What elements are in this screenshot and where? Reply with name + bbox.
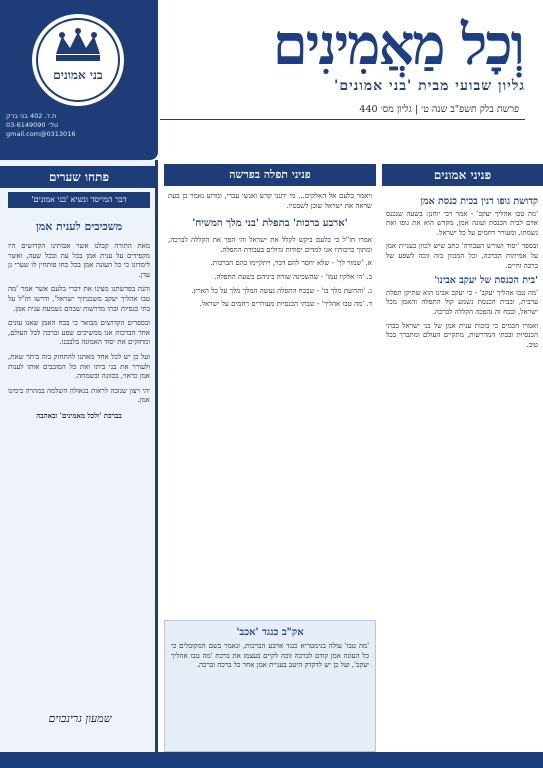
crown-logo-icon — [28, 10, 128, 110]
paragraph: והנה בפרשתנו מצינו את דברי בלעם אשר אמר 'מה טבו אהליך יעקב משכנתיך ישראל', ודרשו חז"ל על בתי כנסיות ובתי מדרשות שבהם נשמעת ענית אמן. — [8, 285, 150, 313]
footer-bar — [0, 752, 543, 768]
contact-info — [6, 112, 152, 139]
paragraph: ג. 'ותרועת מלך בו' - שבכח התפלה נעשה המלך מלך על כל הארץ. — [191, 286, 372, 295]
sidebar-article-title: משכיבים לענית אמן — [35, 220, 123, 233]
section-title: 'ארבע ברכות' בתפלת 'בני מלך המשיח' — [192, 218, 348, 230]
paragraph: ויאמר בלעם אל האלקים... מי יתנני קדש ואנשי עברי, ומדוע נאמר כן בעת שראה את ישראל שוכן לשבטיו. — [168, 192, 372, 210]
page-title: וְכָל מַאֲמִינִים — [272, 12, 523, 78]
paragraph: מאת התורה קבלנו אשר אבותינו הקדושים היו מקפידים על ענית אמן בכל עת ובכל שעה, ואשר לימדונו כי כל העונה אמן בכל כחו פותחין לו שערי גן עדן. — [8, 242, 150, 279]
paragraph: אמרו חז"ל כי בלעם ביקש לקלל את ישראל וה׳ הפך את הקללה לברכה, ומתוך ברכותיו אנו למדים יסודות גדולים בעבודת התפלה. — [168, 236, 372, 254]
contact-line: 0313016@gmail.com — [6, 130, 76, 138]
right-column — [382, 160, 543, 752]
contact-line: טל׳ 03-6149090 — [6, 121, 59, 129]
paragraph: ב. 'ה׳ אלקיו עמו' - שהשכינה שורה ביניהם בשעת התפלה. — [214, 272, 372, 281]
logo-panel — [0, 0, 158, 160]
paragraph: א. 'שמור לך' - שלא יחסר להם דבר, ויתקיימו בהם הברכות. — [210, 259, 372, 268]
sidebar-header: פתחו שערים — [0, 166, 158, 188]
closing-line: בברכת 'ולכל מאמינים' ובאהבה — [36, 410, 122, 420]
right-body — [386, 192, 538, 354]
contact-line: ת.ד. 402 בני ברק — [6, 112, 57, 120]
page-subtitle: גליון שבועי מבית 'בני אמונים' — [334, 78, 525, 94]
paragraph: ד. 'מה טבו אהליך' - שבתי הכנסיות מעוררים רחמים על ישראל. — [199, 300, 372, 309]
logo-text: בני אמונים — [53, 68, 103, 82]
section-title: קדושת גופו דנין בכית כנסת אמן — [420, 196, 538, 207]
paragraph: 'מה טבו אהליך יעקב' - אמר רבי יוחנן: בשעה שנכנס אדם לבית הכנסת ועונה אמן, מקדש הוא את גופו ואת נשמתו, ומעורר רחמים על כל ישראל. — [386, 209, 538, 237]
insert-text: 'מה טבו' עולה בגימטריא כנגד ארבע הברכות, ונאמר בשם המקובלים כי כל העונה אמן קודם לברכה זוכה לקיים בעצמו את ברכת 'מה טבו אהליך יעקב', ועל כן יש לדקדק היטב בעניית אמן אחר כל ברכה וברכה. — [171, 642, 369, 670]
signature: שמעון גרינבוים — [48, 712, 112, 725]
middle-body — [168, 192, 372, 314]
paragraph: ובספר 'יסוד ושורש העבודה' כתב שיש לכוון בעניית אמן על אמיתות הברכה, וכל המכוון בזה זוכה לשפע של ברכה וחיים. — [386, 242, 538, 270]
paragraph: יהי רצון שנזכה לראות בגאולה השלמה במהרה בימינו אמן. — [8, 386, 150, 405]
section-title: 'בית הכנסת של יעקב אבינו' — [434, 275, 538, 287]
issue-line: פרשת בלק תשפ"ב שנה ט׳ | גליון מס׳ 440 — [160, 100, 525, 120]
paragraph: ועל כן יש לכל אחד מאתנו להתחזק בזה ביתר שאת, ולעורר את בני ביתו ואת כל הסובבים אותו לענות אמן כראוי, בכוונה ובשמחה. — [8, 352, 150, 381]
insert-title: אק"ב כנגד 'אכב' — [236, 627, 304, 638]
masthead — [0, 0, 543, 150]
right-header: פניני אמונים — [382, 164, 543, 186]
paragraph: ובספרים הקדושים מבואר כי בכח האמן שאנו עונים אחר הברכות אנו ממשיכים שפע וברכה לכל העולם, ומחזקים את יסוד האמונה בלבבנו. — [8, 319, 150, 347]
sidebar-article-body — [8, 242, 150, 768]
sidebar-subheader: דבר המייסד ונשיא 'בני אמונים' — [8, 192, 150, 208]
shaded-insert — [164, 620, 376, 752]
middle-header: פניני תפלה בפרשה — [164, 164, 376, 186]
editor-sidebar — [0, 160, 158, 752]
paragraph: ואמרו חכמים כי בזכות ענית אמן של בני ישראל בבתי הכנסיות ובבתי המדרשות, מתקיים העולם ומתברך בכל טוב. — [386, 321, 538, 349]
paragraph: 'מה טבו אהליך יעקב' - כי יעקב אבינו הוא שתיקן תפלת ערבית, ובבית הכנסת נשמע קול התפלה והאמן מכל ישראל, ובכח זה נהפכה הקללה לברכה. — [386, 288, 538, 316]
middle-column — [164, 160, 376, 752]
